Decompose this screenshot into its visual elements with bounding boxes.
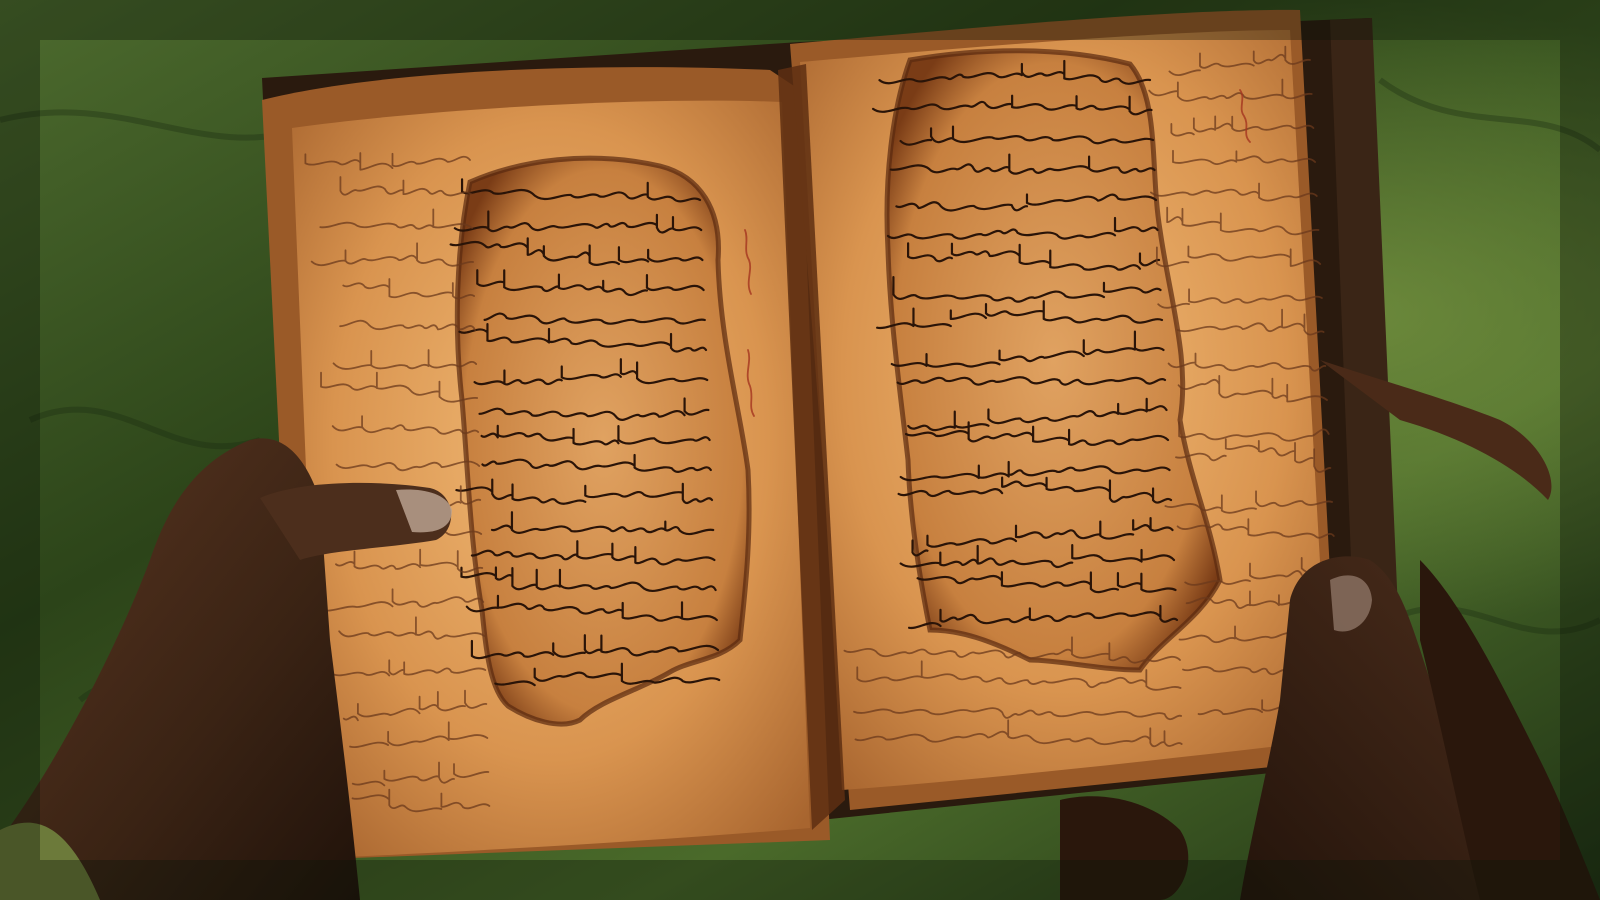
burned-hole-left [457,158,749,724]
